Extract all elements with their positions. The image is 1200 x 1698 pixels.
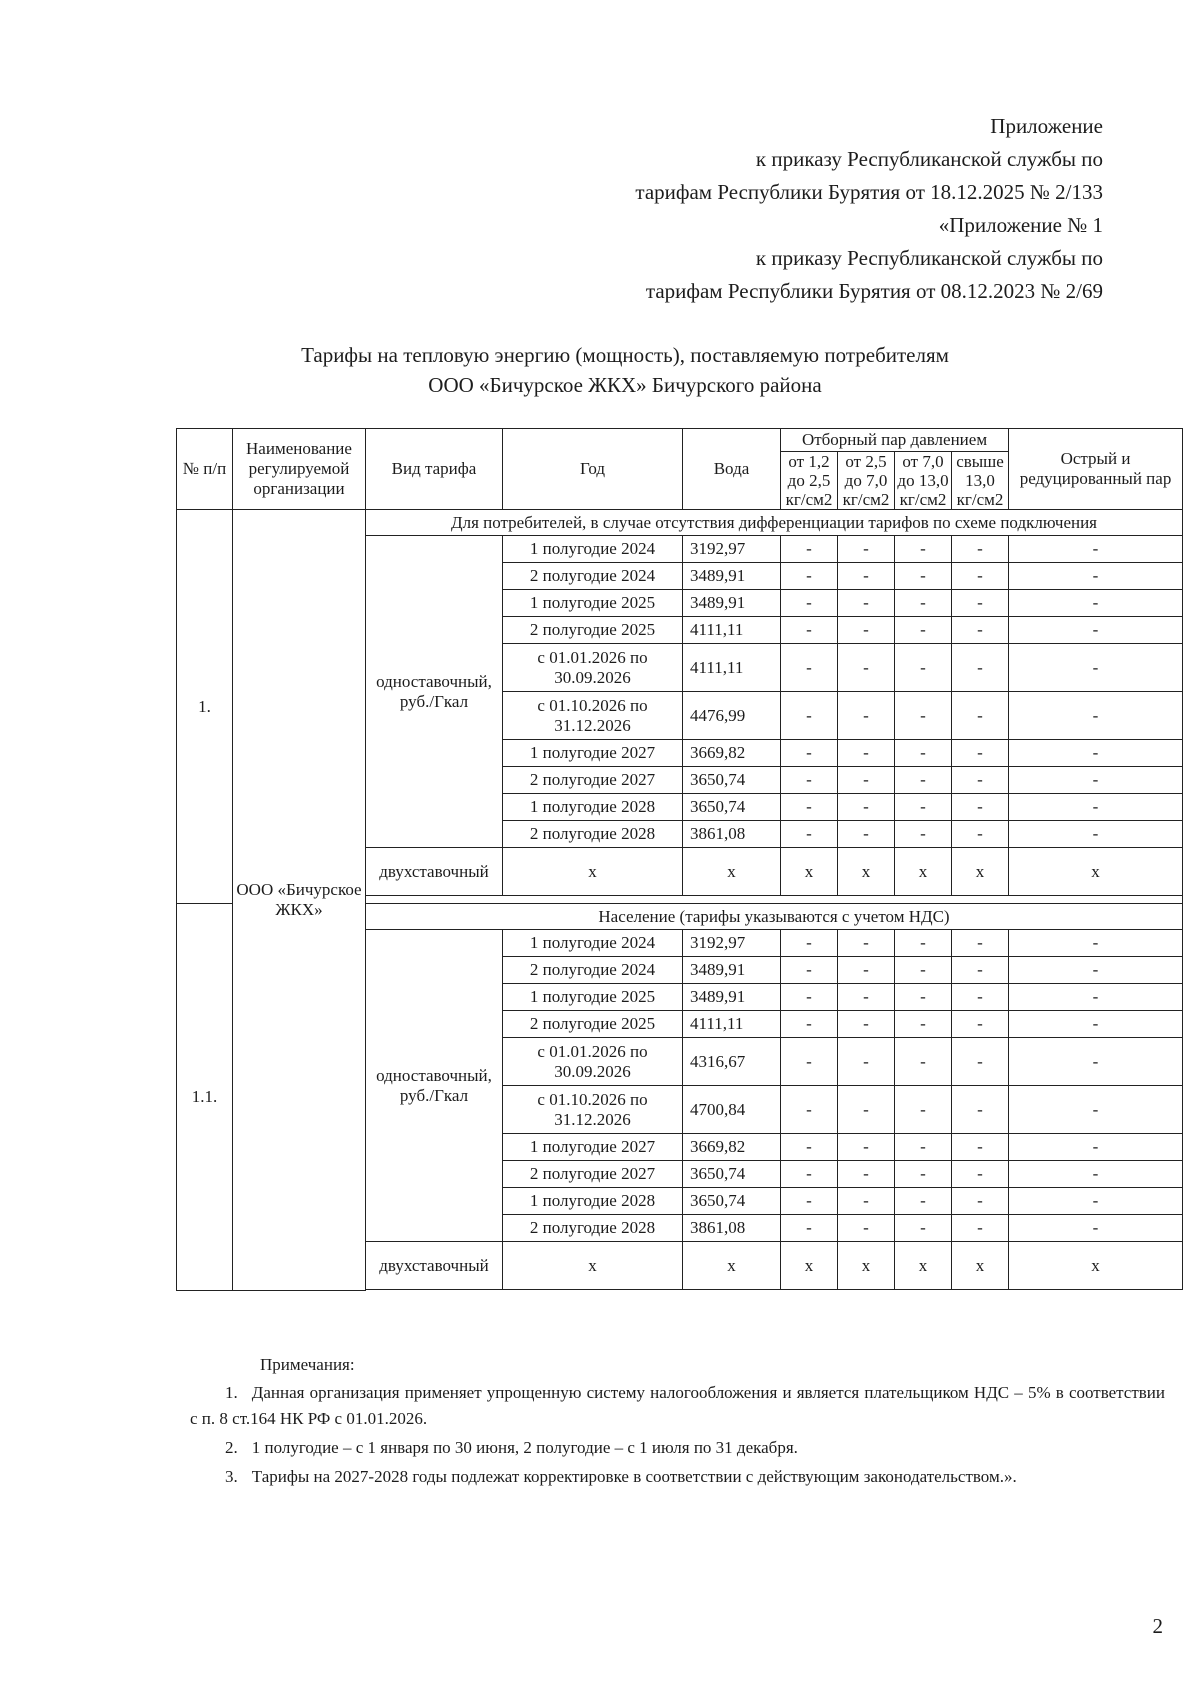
cross-value: x [683, 848, 781, 896]
empty-value: - [838, 957, 895, 984]
empty-value: - [838, 1215, 895, 1242]
header-num: № п/п [177, 429, 233, 510]
empty-value: - [781, 767, 838, 794]
water-value: 3489,91 [683, 563, 781, 590]
cross-value: x [1009, 848, 1183, 896]
empty-value: - [895, 821, 952, 848]
empty-value: - [838, 821, 895, 848]
empty-value: - [952, 563, 1009, 590]
water-value: 4316,67 [683, 1038, 781, 1086]
empty-value: - [952, 1086, 1009, 1134]
period-cell: 1 полугодие 2028 [503, 794, 683, 821]
organization-name: ООО «Бичурское ЖКХ» [233, 510, 366, 1291]
empty-value: - [781, 536, 838, 563]
note-item [190, 1464, 1165, 1490]
period-cell: 1 полугодие 2027 [503, 1134, 683, 1161]
empty-value: - [781, 1134, 838, 1161]
empty-value: - [838, 1161, 895, 1188]
section-label: Для потребителей, в случае отсутствия дифференциации тарифов по схеме подключения [366, 510, 1183, 536]
tariff-kind-two-rate: двухставочный [366, 848, 503, 896]
row-number: 1.1. [177, 904, 233, 1291]
empty-value: - [838, 1011, 895, 1038]
cross-value: x [895, 1242, 952, 1290]
water-value: 4111,11 [683, 1011, 781, 1038]
water-value: 3861,08 [683, 821, 781, 848]
empty-value: - [781, 957, 838, 984]
period-cell: 2 полугодие 2028 [503, 1215, 683, 1242]
empty-value: - [952, 957, 1009, 984]
empty-value: - [1009, 821, 1183, 848]
empty-value: - [781, 617, 838, 644]
row-number: 1. [177, 510, 233, 904]
empty-value: - [838, 644, 895, 692]
empty-value: - [895, 590, 952, 617]
water-value: 3669,82 [683, 740, 781, 767]
empty-value: - [838, 692, 895, 740]
empty-value: - [952, 794, 1009, 821]
header-pressure-3: от 7,0 до 13,0 кг/см2 [895, 452, 952, 510]
header-steam-group: Отборный пар давлением [781, 429, 1009, 452]
empty-value: - [1009, 617, 1183, 644]
header-pressure-1: от 1,2 до 2,5 кг/см2 [781, 452, 838, 510]
period-cell: 1 полугодие 2024 [503, 930, 683, 957]
note-text: Данная организация применяет упрощенную систему налогообложения и является плательщиком НДС – 5% в соответствии с п. 8 ст.164 НК РФ с 01.01.2026. [190, 1383, 1165, 1428]
empty-value: - [1009, 1038, 1183, 1086]
empty-value: - [952, 740, 1009, 767]
cross-value: x [683, 1242, 781, 1290]
water-value: 3650,74 [683, 1161, 781, 1188]
cross-value: x [838, 1242, 895, 1290]
title-line-1: Тарифы на тепловую энергию (мощность), поставляемую потребителям [301, 343, 949, 367]
period-cell: с 01.10.2026 по 31.12.2026 [503, 1086, 683, 1134]
empty-value: - [895, 644, 952, 692]
empty-value: - [781, 563, 838, 590]
cross-value: x [781, 1242, 838, 1290]
empty-value: - [838, 617, 895, 644]
empty-value: - [952, 930, 1009, 957]
period-cell: 1 полугодие 2025 [503, 590, 683, 617]
period-cell: с 01.10.2026 по 31.12.2026 [503, 692, 683, 740]
empty-value: - [1009, 1188, 1183, 1215]
empty-value: - [952, 617, 1009, 644]
empty-value: - [952, 536, 1009, 563]
empty-value: - [1009, 767, 1183, 794]
period-cell: 2 полугодие 2027 [503, 1161, 683, 1188]
empty-value: - [952, 590, 1009, 617]
empty-value: - [781, 692, 838, 740]
empty-value: - [781, 1215, 838, 1242]
cross-value: x [952, 848, 1009, 896]
water-value: 3669,82 [683, 1134, 781, 1161]
section-label: Население (тарифы указываются с учетом НДС) [366, 904, 1183, 930]
empty-value: - [1009, 1086, 1183, 1134]
empty-value: - [1009, 536, 1183, 563]
empty-value: - [895, 536, 952, 563]
title-line-2: ООО «Бичурское ЖКХ» Бичурского района [428, 373, 822, 397]
empty-value: - [1009, 984, 1183, 1011]
header-line: тарифам Республики Бурятия от 18.12.2025 № 2/133 [635, 180, 1103, 204]
empty-value: - [781, 590, 838, 617]
empty-value: - [781, 1038, 838, 1086]
empty-value: - [895, 563, 952, 590]
header-pressure-4: свыше 13,0 кг/см2 [952, 452, 1009, 510]
water-value: 3489,91 [683, 590, 781, 617]
header-tariff-kind: Вид тарифа [366, 429, 503, 510]
header-year: Год [503, 429, 683, 510]
empty-value: - [781, 984, 838, 1011]
empty-value: - [895, 1161, 952, 1188]
note-item [190, 1435, 1165, 1461]
header-sharp-steam: Острый и редуцированный пар [1009, 429, 1183, 510]
note-item [190, 1380, 1165, 1432]
note-number: 2. [225, 1438, 238, 1457]
empty-value: - [781, 740, 838, 767]
period-cell: 1 полугодие 2025 [503, 984, 683, 1011]
empty-value: - [838, 563, 895, 590]
empty-value: - [1009, 957, 1183, 984]
appendix-header [463, 110, 1103, 308]
empty-value: - [895, 1134, 952, 1161]
empty-value: - [952, 1215, 1009, 1242]
period-cell: 1 полугодие 2024 [503, 536, 683, 563]
water-value: 3650,74 [683, 794, 781, 821]
empty-value: - [952, 1161, 1009, 1188]
empty-value: - [838, 1188, 895, 1215]
header-line: к приказу Республиканской службы по [755, 246, 1103, 270]
empty-value: - [952, 1038, 1009, 1086]
empty-value: - [1009, 1215, 1183, 1242]
empty-value: - [781, 644, 838, 692]
empty-value: - [1009, 692, 1183, 740]
empty-value: - [1009, 1161, 1183, 1188]
empty-value: - [952, 1011, 1009, 1038]
empty-value: - [838, 1086, 895, 1134]
empty-value: - [895, 617, 952, 644]
note-text: Тарифы на 2027-2028 годы подлежат корректировке в соответствии с действующим законодательством.». [251, 1467, 1017, 1486]
empty-value: - [895, 767, 952, 794]
empty-value: - [952, 644, 1009, 692]
empty-value: - [781, 1161, 838, 1188]
water-value: 4476,99 [683, 692, 781, 740]
empty-value: - [952, 1188, 1009, 1215]
empty-value: - [838, 984, 895, 1011]
header-line: «Приложение № 1 [938, 213, 1103, 237]
empty-value: - [838, 930, 895, 957]
empty-value: - [1009, 1011, 1183, 1038]
period-cell: с 01.01.2026 по 30.09.2026 [503, 644, 683, 692]
water-value: 3489,91 [683, 984, 781, 1011]
cross-value: x [503, 1242, 683, 1290]
empty-value: - [895, 930, 952, 957]
water-value: 4700,84 [683, 1086, 781, 1134]
empty-value: - [838, 1038, 895, 1086]
empty-value: - [781, 821, 838, 848]
notes [190, 1352, 1165, 1493]
empty-value: - [1009, 740, 1183, 767]
header-line: к приказу Республиканской службы по [755, 147, 1103, 171]
empty-value: - [1009, 563, 1183, 590]
empty-value: - [781, 1188, 838, 1215]
spacer-row [366, 896, 1183, 904]
document-title [170, 340, 1080, 400]
tariff-kind-single: одноставочный, руб./Гкал [366, 536, 503, 848]
empty-value: - [895, 1188, 952, 1215]
water-value: 3861,08 [683, 1215, 781, 1242]
empty-value: - [1009, 930, 1183, 957]
empty-value: - [895, 984, 952, 1011]
empty-value: - [838, 740, 895, 767]
page-number: 2 [1152, 1614, 1163, 1638]
period-cell: 2 полугодие 2024 [503, 563, 683, 590]
empty-value: - [952, 1134, 1009, 1161]
empty-value: - [895, 692, 952, 740]
empty-value: - [781, 794, 838, 821]
header-line: тарифам Республики Бурятия от 08.12.2023 № 2/69 [645, 279, 1103, 303]
tariff-table [176, 428, 1183, 1291]
empty-value: - [895, 794, 952, 821]
empty-value: - [895, 1215, 952, 1242]
water-value: 3650,74 [683, 767, 781, 794]
empty-value: - [952, 984, 1009, 1011]
empty-value: - [1009, 590, 1183, 617]
header-water: Вода [683, 429, 781, 510]
empty-value: - [895, 957, 952, 984]
cross-value: x [1009, 1242, 1183, 1290]
period-cell: 2 полугодие 2028 [503, 821, 683, 848]
water-value: 3650,74 [683, 1188, 781, 1215]
empty-value: - [781, 1011, 838, 1038]
empty-value: - [895, 1038, 952, 1086]
empty-value: - [952, 767, 1009, 794]
empty-value: - [781, 930, 838, 957]
tariff-kind-single: одноставочный, руб./Гкал [366, 930, 503, 1242]
cross-value: x [952, 1242, 1009, 1290]
cross-value: x [895, 848, 952, 896]
header-organization: Наименование регулируемой организации [233, 429, 366, 510]
period-cell: 1 полугодие 2028 [503, 1188, 683, 1215]
empty-value: - [895, 1086, 952, 1134]
empty-value: - [952, 692, 1009, 740]
cross-value: x [838, 848, 895, 896]
cross-value: x [503, 848, 683, 896]
note-number: 3. [225, 1467, 238, 1486]
empty-value: - [838, 767, 895, 794]
spacer-row [366, 1290, 1183, 1291]
cross-value: x [781, 848, 838, 896]
empty-value: - [838, 536, 895, 563]
empty-value: - [838, 1134, 895, 1161]
note-number: 1. [225, 1383, 238, 1402]
water-value: 3192,97 [683, 536, 781, 563]
period-cell: 2 полугодие 2027 [503, 767, 683, 794]
period-cell: 2 полугодие 2025 [503, 1011, 683, 1038]
period-cell: 2 полугодие 2025 [503, 617, 683, 644]
notes-heading: Примечания: [260, 1355, 355, 1374]
empty-value: - [895, 740, 952, 767]
water-value: 3489,91 [683, 957, 781, 984]
water-value: 3192,97 [683, 930, 781, 957]
empty-value: - [1009, 794, 1183, 821]
empty-value: - [952, 821, 1009, 848]
water-value: 4111,11 [683, 644, 781, 692]
note-text: 1 полугодие – с 1 января по 30 июня, 2 полугодие – с 1 июля по 31 декабря. [251, 1438, 798, 1457]
empty-value: - [895, 1011, 952, 1038]
water-value: 4111,11 [683, 617, 781, 644]
header-line: Приложение [990, 114, 1103, 138]
empty-value: - [1009, 644, 1183, 692]
empty-value: - [838, 794, 895, 821]
empty-value: - [781, 1086, 838, 1134]
header-pressure-2: от 2,5 до 7,0 кг/см2 [838, 452, 895, 510]
tariff-kind-two-rate: двухставочный [366, 1242, 503, 1290]
period-cell: 2 полугодие 2024 [503, 957, 683, 984]
empty-value: - [838, 590, 895, 617]
empty-value: - [1009, 1134, 1183, 1161]
period-cell: 1 полугодие 2027 [503, 740, 683, 767]
period-cell: с 01.01.2026 по 30.09.2026 [503, 1038, 683, 1086]
